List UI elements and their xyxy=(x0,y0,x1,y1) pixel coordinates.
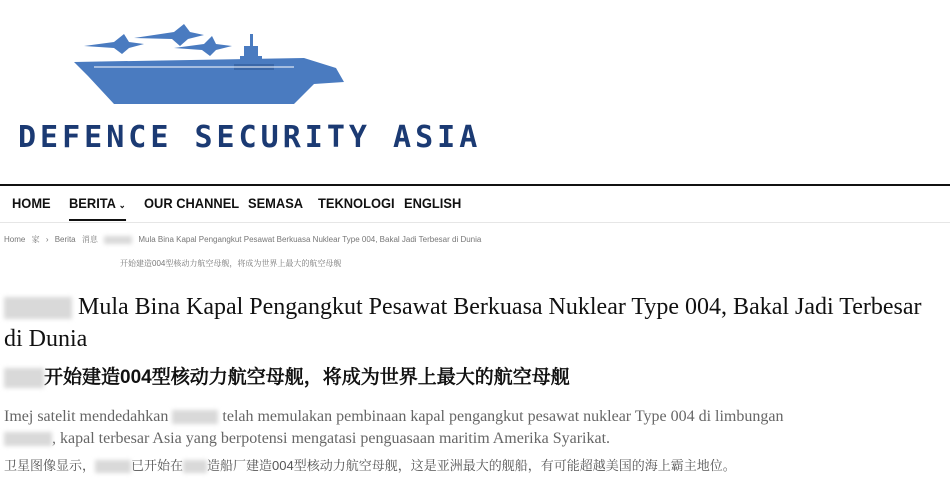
article-lede xyxy=(4,406,944,450)
lede-cn-part-1: 卫星图像显示， xyxy=(4,458,96,473)
lede-cn-part-3: 造船厂建造004型核动力航空母舰，这是亚洲最大的舰船，有可能超越美国的海上霸主地位。 xyxy=(207,458,736,473)
nav-item-home[interactable]: HOME xyxy=(12,195,51,211)
article-lede-cn xyxy=(4,455,736,474)
article-title-cn xyxy=(4,362,570,389)
redacted-text xyxy=(183,460,207,473)
site-name: DEFENCE SECURITY ASIA xyxy=(18,120,482,155)
site-header xyxy=(0,0,950,184)
breadcrumb-current-cn: 开始建造004型核动力航空母舰，将成为世界上最大的航空母舰 xyxy=(120,259,342,268)
redacted-text xyxy=(95,460,131,473)
breadcrumb-berita-cn[interactable]: 消息 xyxy=(81,235,98,244)
redacted-text xyxy=(4,368,44,388)
article-title-text: Mula Bina Kapal Pengangkut Pesawat Berkuasa Nuklear Type 004, Bakal Jadi Terbesar di Dunia xyxy=(4,294,922,352)
breadcrumb xyxy=(4,234,485,245)
nav-item-our-channel[interactable]: OUR CHANNEL xyxy=(144,195,240,211)
main-navigation xyxy=(0,186,950,223)
nav-item-berita[interactable] xyxy=(69,195,126,221)
breadcrumb-current: Mula Bina Kapal Pengangkut Pesawat Berkuasa Nuklear Type 004, Bakal Jadi Terbesar di Dunia xyxy=(138,235,482,244)
aircraft-carrier-icon xyxy=(74,24,354,114)
redacted-text xyxy=(104,236,132,244)
nav-item-semasa[interactable]: SEMASA xyxy=(248,195,304,211)
lede-part-2: telah memulakan pembinaan kapal pengangkut pesawat nuklear Type 004 di limbungan xyxy=(222,408,784,425)
lede-part-1: Imej satelit mendedahkan xyxy=(4,408,169,425)
nav-item-berita-label: BERITA xyxy=(69,195,116,211)
redacted-text xyxy=(4,432,52,446)
redacted-text xyxy=(172,410,218,424)
breadcrumb-home[interactable]: Home xyxy=(4,235,26,244)
site-logo[interactable] xyxy=(18,24,482,155)
breadcrumb-home-cn[interactable]: 家 xyxy=(31,235,40,244)
redacted-text xyxy=(4,297,72,319)
nav-item-teknologi[interactable]: TEKNOLOGI xyxy=(318,195,395,211)
chevron-right-icon: › xyxy=(45,235,49,244)
nav-item-english[interactable]: ENGLISH xyxy=(404,195,462,211)
lede-cn-part-2: 已开始在 xyxy=(131,458,184,473)
chevron-down-icon: ⌄ xyxy=(118,200,126,210)
article-title xyxy=(4,291,934,355)
article-title-cn-text: 开始建造004型核动力航空母舰，将成为世界上最大的航空母舰 xyxy=(44,367,570,388)
breadcrumb-berita[interactable]: Berita xyxy=(54,235,76,244)
lede-part-3: , kapal terbesar Asia yang berpotensi mengatasi penguasaan maritim Amerika Syarikat. xyxy=(52,430,611,447)
